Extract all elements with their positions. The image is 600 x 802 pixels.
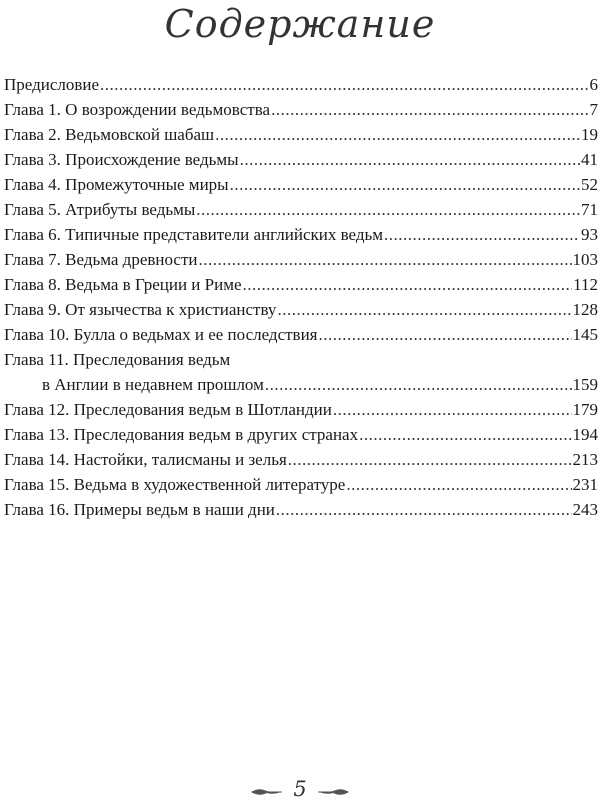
dot-leader: [276, 497, 572, 522]
dot-leader: [384, 222, 580, 247]
toc-entry-label: Глава 8. Ведьма в Греции и Риме: [4, 275, 242, 294]
toc-entry-label: Глава 12. Преследования ведьм в Шотландии: [4, 400, 332, 419]
toc-entry-label-continued: в Англии в недавнем прошлом: [42, 375, 264, 394]
toc-entry-chapter-13[interactable]: [4, 422, 598, 447]
toc-entry-chapter-3[interactable]: [4, 147, 598, 172]
dot-leader: [265, 372, 572, 397]
toc-entry-preface[interactable]: [4, 72, 598, 97]
dot-leader: [240, 147, 580, 172]
toc-entry-page: 41: [581, 150, 598, 169]
toc-entry-label: Глава 15. Ведьма в художественной литературе: [4, 475, 346, 494]
toc-entry-label: Глава 7. Ведьма древности: [4, 250, 198, 269]
dot-leader: [243, 272, 573, 297]
toc-entry-label: Глава 13. Преследования ведьм в других странах: [4, 425, 359, 444]
dot-leader: [100, 72, 588, 97]
toc-entry-chapter-7[interactable]: [4, 247, 598, 272]
toc-entry-label: Глава 10. Булла о ведьмах и ее последствия: [4, 325, 318, 344]
toc-entry-label: Глава 5. Атрибуты ведьмы: [4, 200, 196, 219]
toc-entry-label: Глава 1. О возрождении ведьмовства: [4, 100, 271, 119]
toc-entry-page: 71: [581, 200, 598, 219]
dot-leader: [346, 472, 571, 497]
toc-entry-page: 179: [572, 400, 598, 419]
toc-entry-page: 159: [572, 375, 598, 394]
dot-leader: [359, 422, 571, 447]
dot-leader: [215, 122, 580, 147]
toc-entry-label: Глава 9. От язычества к христианству: [4, 300, 277, 319]
toc-entry-chapter-10[interactable]: [4, 322, 598, 347]
toc-entry-chapter-2[interactable]: [4, 122, 598, 147]
toc-entry-page: 103: [572, 250, 598, 269]
page-footer: [0, 778, 600, 800]
toc-entry-label: Глава 3. Происхождение ведьмы: [4, 150, 239, 169]
toc-entry-label: Глава 11. Преследования ведьм: [4, 350, 231, 369]
toc-entry-page: 128: [572, 300, 598, 319]
toc-entry-chapter-16[interactable]: [4, 497, 598, 522]
toc-entry-page: 194: [572, 425, 598, 444]
dot-leader: [199, 247, 572, 272]
toc-entry-chapter-6[interactable]: [4, 222, 598, 247]
toc-entry-page: 7: [589, 100, 598, 119]
dot-leader: [319, 322, 572, 347]
toc-entry-label: Глава 16. Примеры ведьм в наши дни: [4, 500, 275, 519]
toc-entry-label: Предисловие: [4, 75, 100, 94]
toc-entry-chapter-12[interactable]: [4, 397, 598, 422]
toc-entry-label: Глава 6. Типичные представители английских ведьм: [4, 225, 384, 244]
toc-entry-page: 213: [572, 450, 598, 469]
page-title: Содержание: [164, 2, 436, 46]
dot-leader: [288, 447, 572, 472]
toc-entry-page: 243: [572, 500, 598, 519]
page-number: 5: [293, 777, 307, 801]
toc-entry-page: 112: [573, 275, 598, 294]
toc-entry-label: Глава 4. Промежуточные миры: [4, 175, 229, 194]
table-of-contents: [4, 72, 598, 522]
toc-entry-chapter-1[interactable]: [4, 97, 598, 122]
dot-leader: [271, 97, 588, 122]
dot-leader: [333, 397, 572, 422]
toc-entry-label: Глава 14. Настойки, талисманы и зелья: [4, 450, 287, 469]
toc-entry-chapter-11[interactable]: [4, 347, 598, 397]
toc-entry-chapter-15[interactable]: [4, 472, 598, 497]
toc-entry-chapter-5[interactable]: [4, 197, 598, 222]
leaf-ornament-icon: [317, 784, 351, 794]
toc-entry-page: 6: [589, 75, 598, 94]
leaf-ornament-icon: [249, 784, 283, 794]
toc-entry-page: 93: [581, 225, 598, 244]
toc-entry-chapter-9[interactable]: [4, 297, 598, 322]
toc-entry-page: 145: [572, 325, 598, 344]
dot-leader: [230, 172, 580, 197]
toc-entry-page: 52: [581, 175, 598, 194]
toc-entry-page: 19: [581, 125, 598, 144]
toc-entry-chapter-14[interactable]: [4, 447, 598, 472]
toc-entry-page: 231: [572, 475, 598, 494]
dot-leader: [196, 197, 580, 222]
toc-entry-chapter-8[interactable]: [4, 272, 598, 297]
toc-entry-label: Глава 2. Ведьмовской шабаш: [4, 125, 215, 144]
dot-leader: [277, 297, 571, 322]
toc-entry-chapter-4[interactable]: [4, 172, 598, 197]
